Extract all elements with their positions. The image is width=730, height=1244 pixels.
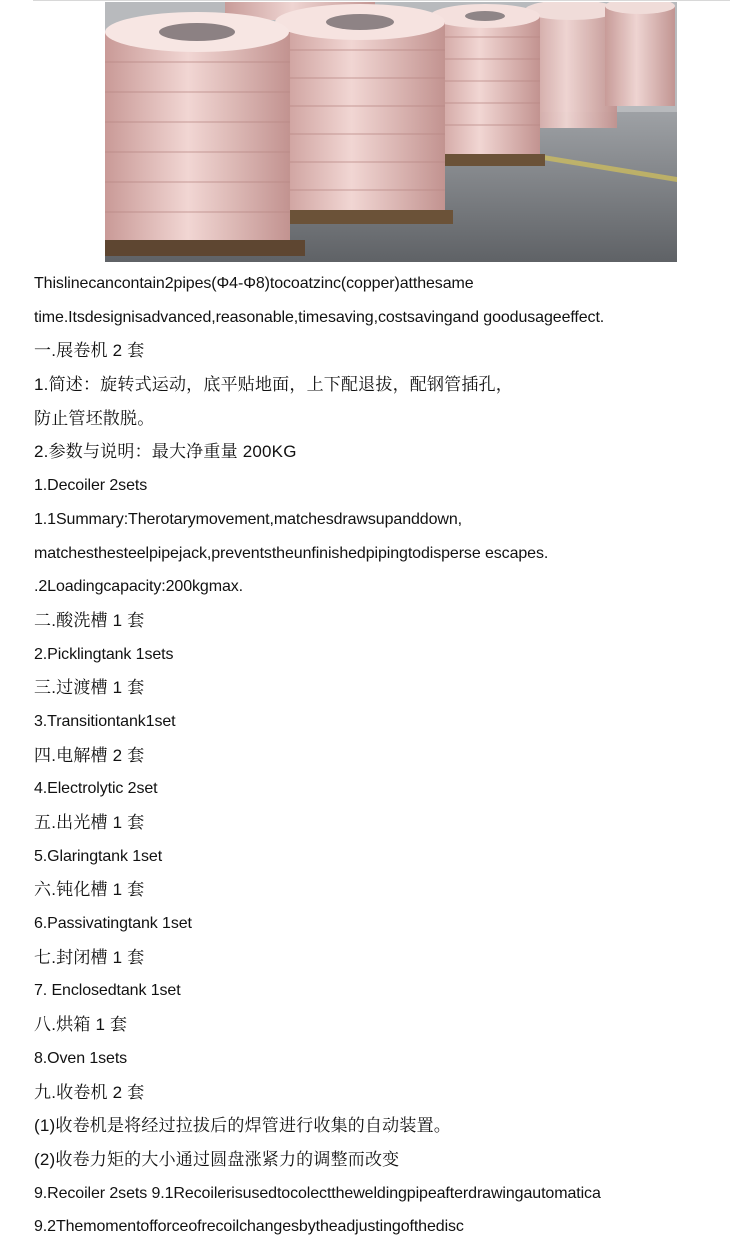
text-line: 7. Enclosedtank 1set [34,982,181,1000]
section-heading: 二.酸洗槽 1 套 [34,610,145,630]
text-line: 3.Transitiontank1set [34,712,176,730]
section-heading: 五.出光槽 1 套 [34,813,145,832]
text-line: (2)收卷力矩的大小通过圆盘涨紧力的调整而改变 [34,1149,400,1169]
text-line: time.Itsdesignisadvanced,reasonable,timesaving,costsavingand goodusageeffect. [34,308,605,326]
text-line: 2.参数与说明：最大净重量 200KG [34,442,297,462]
text-line: 8.Oven 1sets [34,1049,128,1067]
text-line: Thislinecancontain2pipes(Φ4-Φ8)tocoatzinc(copper)atthesame [34,275,474,292]
text-line: .2Loadingcapacity:200kgmax. [34,578,243,596]
section-heading: 1.Decoiler 2sets [34,477,148,495]
text-line: 9.Recoiler 2sets 9.1Recoilerisusedtocolecttheweldingpipeafterdrawingautomatica [34,1184,601,1202]
text-line: 2.Picklingtank 1sets [34,645,174,663]
text-line: 防止管坯散脱。 [34,408,155,428]
text-line: 1.1Summary:Therotarymovement,matchesdrawsupanddown, [34,510,462,528]
text-line: 9.2Themomentofforceofrecoilchangesbytheadjustingofthedisc [34,1218,464,1236]
text-line: 4.Electrolytic 2set [34,780,158,798]
section-heading: 八.烘箱 1 套 [34,1015,128,1035]
text-line: (1)收卷机是将经过拉拔后的焊管进行收集的自动装置。 [34,1116,451,1136]
section-heading: 三.过渡槽 1 套 [34,678,145,698]
document-text [34,267,730,1244]
section-heading: 四.电解槽 2 套 [34,745,145,765]
section-heading: 一.展卷机 2 套 [34,341,145,361]
copper-pipe-coils-photo-icon [105,2,677,262]
top-divider [33,0,730,1]
text-line: matchesthesteelpipejack,preventstheunfinishedpipingtodisperse escapes. [34,544,549,562]
copper-coils-photo [105,2,677,262]
section-heading: 七.封闭槽 1 套 [34,947,145,967]
section-heading: 九.收卷机 2 套 [34,1082,145,1102]
text-line: 6.Passivatingtank 1set [34,915,192,933]
section-heading: 六.钝化槽 1 套 [34,880,145,900]
text-line: 5.Glaringtank 1set [34,847,163,865]
text-line: 1.简述：旋转式运动，底平贴地面，上下配退拔，配钢管插孔， [34,375,513,395]
